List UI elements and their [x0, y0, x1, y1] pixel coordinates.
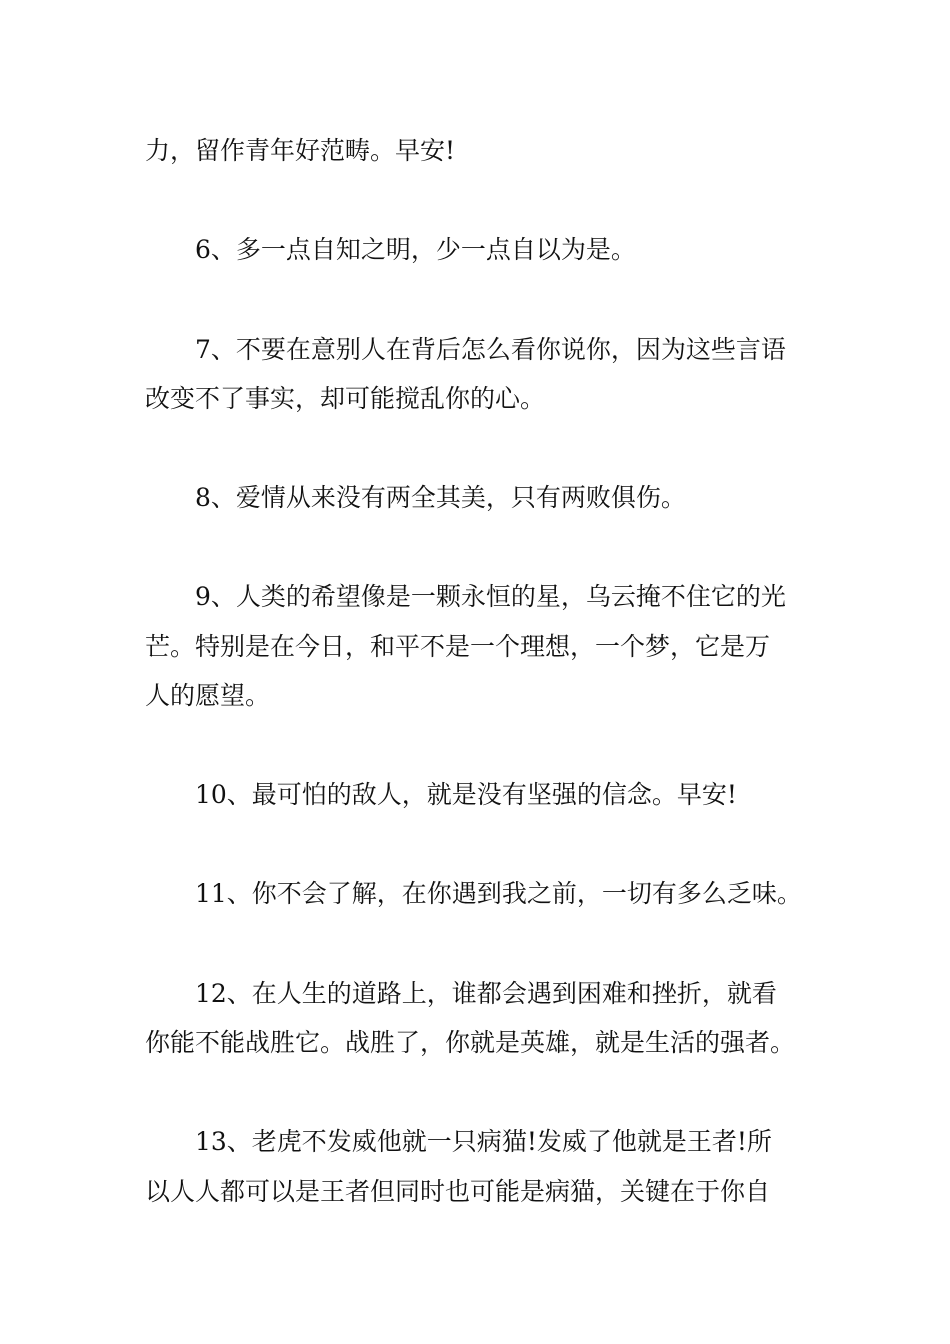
text-line: 10、最可怕的敌人，就是没有坚强的信念。早安! [195, 780, 737, 809]
text-line: 8、爱情从来没有两全其美，只有两败俱伤。 [195, 483, 686, 512]
text-line: 你能不能战胜它。战胜了，你就是英雄，就是生活的强者。 [145, 1028, 796, 1057]
text-line: 以人人都可以是王者但同时也可能是病猫，关键在于你自 [145, 1177, 771, 1206]
text-line: 芒。特别是在今日，和平不是一个理想，一个梦，它是万 [145, 632, 771, 661]
text-line: 9、人类的希望像是一颗永恒的星，乌云掩不住它的光 [195, 582, 786, 611]
text-line: 13、老虎不发威他就一只病猫!发威了他就是王者!所 [195, 1127, 772, 1156]
text-line: 改变不了事实，却可能搅乱你的心。 [145, 384, 546, 413]
text-line: 12、在人生的道路上，谁都会遇到困难和挫折，就看 [195, 979, 777, 1008]
text-line: 人的愿望。 [145, 681, 271, 710]
text-line: 力，留作青年好范畴。早安! [145, 136, 456, 165]
text-line: 6、多一点自知之明，少一点自以为是。 [195, 235, 636, 264]
text-line: 7、不要在意别人在背后怎么看你说你，因为这些言语 [195, 335, 786, 364]
text-line: 11、你不会了解，在你遇到我之前，一切有多么乏味。 [195, 879, 802, 908]
